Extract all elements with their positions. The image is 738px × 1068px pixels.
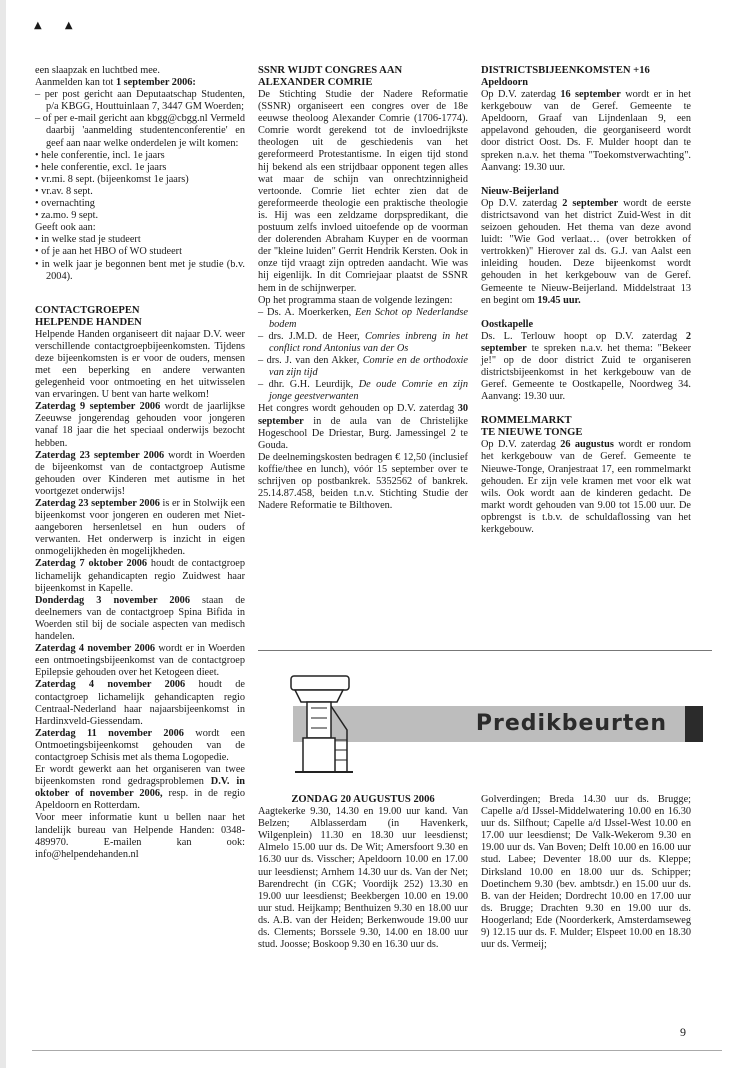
page-number: 9 <box>680 1025 686 1039</box>
markt-text: Op D.V. zaterdag 26 augustus wordt er rondom het kerkgebouw van de Geref. Gemeente te Nieuwe-Tonge, Oranjestraat 17, een rommelmarkt gehouden. Er zijn vele kramen met voor elk wat wils. Ook wordt aan de kinderen gedacht. De markt wordt gehouden van 9.00 tot 15.00 uur. De opbrengst is t.b.v. de schuldaflossing van het kerkgebouw. <box>481 439 691 535</box>
event-item: Zaterdag 7 oktober 2006 houdt de contactgroep lichamelijk gehandicapten regio Zuidwest haar bijeenkomst in Kapelle. <box>35 558 245 594</box>
preek-date-heading: ZONDAG 20 AUGUSTUS 2006 <box>291 794 435 805</box>
bottom-rule <box>32 1050 722 1051</box>
event-item: Zaterdag 23 september 2006 is er in Stolwijk een bijeenkomst voor jongeren en ouderen met Niet-aangeboren hersenletsel en hun ouders of verwanten. Het onderwerp is inzicht in eigen onmogelijkheden èn mogelijkheden. <box>35 498 245 558</box>
corner-marks: ▲ ▲ <box>34 20 83 31</box>
lecture-item: – drs. J. van den Akker, Comrie en de orthodoxie van zijn tijd <box>258 355 468 379</box>
page-edge-shadow <box>0 0 6 1068</box>
list-item: • in welk jaar je begonnen bent met je studie (b.v. 2004). <box>35 258 245 282</box>
article-body: De Stichting Studie der Nadere Reformatie (SSNR) organiseert een congres over de 18e eeuwse theoloog Alexander Comrie (1706-1774). Comrie wordt gerekend tot de invloedrijkste theologen uit de geschiedenis van het gereformeerd Protestantisme. In eigen tijd stond hij bekend als een strijdbaar opponent tegen alles wat maar de schijn van onrechtzinnigheid vertoonde. Comrie liet echter zien dat de gereformeerde theologie een praktische theologie is. Hij was een zeldzame dorpspredikant, die postuum zelfs invloed uitoefende op de voorman der dolerenden Abraham Kuyper en de voorman der "kleine luiden" Gerrit Hendrik Kersten. Ook in onze tijd vraagt zijn optreden aandacht. Wie was hij eigenlijk. In dit Comriejaar plaatst de SSNR hem in de schijnwerper. <box>258 89 468 294</box>
list-item: • vr.av. 8 sept. <box>35 185 93 197</box>
lecture-item: – dhr. G.H. Leurdijk, De oude Comrie en zijn jonge geestverwanten <box>258 379 469 403</box>
intro-line: een slaapzak en luchtbed mee. <box>35 65 160 76</box>
section-heading-line: CONTACTGROEPEN <box>35 304 140 316</box>
closing-paragraph: Voor meer informatie kunt u bellen naar het landelijk bureau van Helpende Handen: 0348-489970. E-mailen kan ook: info@helpendehanden.nl <box>35 812 245 860</box>
list-item: • vr.mi. 8 sept. (bijeenkomst 1e jaars) <box>35 173 189 185</box>
markt-heading-line: ROMMELMARKT <box>481 415 572 427</box>
lectures-list <box>258 307 468 404</box>
district-text: Ds. L. Terlouw hoopt op D.V. zaterdag 2 september te spreken n.a.v. het thema: "Bekeer je!" op de door district Zuid te organiseren districtsbijeenkomst in het kerkgebouw van de Geref. Gemeente te Oostkapelle, Noordweg 34. Aanvang: 19.30 uur. <box>481 330 691 403</box>
column-1 <box>35 65 245 861</box>
district-title: Nieuw-Beijerland <box>481 185 559 197</box>
event-item: Donderdag 3 november 2006 staan de deelnemers van de contactgroep Spina Bifida in Woerden stil bij de sociale aspecten van medisch handelen. <box>35 594 245 643</box>
column-2 <box>258 65 468 512</box>
districts-heading: DISTRICTSBIJEENKOMSTEN +16 <box>481 65 650 76</box>
list-item: • za.mo. 9 sept. <box>35 210 99 222</box>
article-heading-line: ALEXANDER COMRIE <box>258 77 373 88</box>
list-item: • of je aan het HBO of WO studeert <box>35 246 182 258</box>
closing-paragraph: Er wordt gewerkt aan het organiseren van twee bijeenkomsten rond gedragsproblemen D.V. in oktober of november 2006, resp. in de regio Apeldoorn en Rotterdam. <box>35 764 245 812</box>
congress-when: Het congres wordt gehouden op D.V. zaterdag 30 september in de aula van de Christelijke Hogeschool De Driestar, Burg. Jamessingel 2 te Gouda. <box>258 403 468 451</box>
district-text: Op D.V. zaterdag 16 september wordt er in het kerkgebouw van de Geref. Gemeente te Apeldoorn, Graaf van Lijndenlaan 9, een appelavond gehouden, die georganiseerd wordt door district Oost. Ds. F. Mulder hoopt dan te spreken n.a.v. het thema "Toekomstverwachting". Aanvang: 19.30 uur. <box>481 89 691 173</box>
banner-title: Predikbeurten <box>475 711 667 736</box>
event-item: Zaterdag 11 november 2006 wordt een Ontmoetingsbijeenkomst gehouden van de contactgroep Schisis met als thema Logopedie. <box>35 727 245 763</box>
contact-list <box>35 89 245 149</box>
event-item: Zaterdag 4 november 2006 wordt er in Woerden een ontmoetingsbijeenkomst van de contactgroep Epilepsie gehouden over het Ketogeen dieet. <box>35 643 245 679</box>
article-heading-line: SSNR WIJDT CONGRES AAN <box>258 65 403 76</box>
congress-costs: De deelnemingskosten bedragen € 12,50 (inclusief koffie/thee en lunch), vóór 15 september over te schrijven op postbankrek. 5352562 of bankrek. 25.14.87.458, beiden t.n.v. Stichting Studie der Nadere Reformatie te Bilthoven. <box>258 451 468 512</box>
event-item: Zaterdag 4 november 2006 houdt de contactgroep lichamelijk gehandicapten regio Centraal-Nederland haar najaarsbijeenkomst in Hardinxveld-Giessendam. <box>35 679 245 727</box>
district-text: Op D.V. zaterdag 2 september wordt de eerste districtsavond van het district Zuid-West in dit seizoen gehouden. Het thema van deze avond luidt: "Wie God verlaat… (over betrokken of vertrokken)" Hierover zal ds. G.J. van Aalst een inleiding houden. Deze bijeenkomst wordt gehouden in het kerkgebouw van de Geref. Gemeente te Nieuw-Beijerland. Middelstraat 13 en begint om 19.45 uur. <box>481 197 691 306</box>
event-item: Zaterdag 9 september 2006 wordt de jaarlijkse Zeeuwse jongerendag gehouden voor jongeren vanaf 18 jaar die het speciaal onderwijs bezocht hebben. <box>35 401 245 449</box>
list-item: • hele conferentie, incl. 1e jaars <box>35 149 165 161</box>
options-list <box>35 150 245 223</box>
preek-column-left <box>258 794 468 951</box>
list-item: • hele conferentie, excl. 1e jaars <box>35 161 167 173</box>
list-item: • overnachting <box>35 198 95 210</box>
preek-text: Golverdingen; Breda 14.30 uur ds. Brugge; Capelle a/d IJssel-Middelwatering 10.00 en 16.30 uur ds. Silfhout; Capelle a/d IJssel-West 10.00 en 17.00 uur leesdienst; De Valk-Wekerom 9.30 en 19.00 uur ds. Van Boven; Delft 10.00 en 16.00 uur stud. Labee; Deventer 18.00 uur ds. Kleppe; Dirksland 10.00 en 18.00 uur ds. Schipper; Doetinchem 9.30 (bev. ambtsdr.) en 15.00 uur ds. B. van der Heiden; Dordrecht 10.00 en 17.00 uur ds. Brugge; Drachten 9.30 en 19.00 uur ds. Hoogerland; Ede (Noorderkerk, Amsterdamseweg 9) 12.15 uur ds. F. Mulder; Elspeet 10.00 en 18.30 uur ds. Vermeij; <box>481 794 691 951</box>
lecture-item: – drs. J.M.D. de Heer, Comries inbreng in het conflict rond Antonius van der Os <box>258 330 468 354</box>
program-intro: Op het programma staan de volgende lezingen: <box>258 294 453 306</box>
more-options-list <box>35 234 245 282</box>
banner-end-block <box>685 706 703 742</box>
district-title: Apeldoorn <box>481 77 528 88</box>
list-item: • in welke stad je studeert <box>35 234 141 246</box>
list-item: – of per e-mail gericht aan kbgg@cbgg.nl Vermeld daarbij 'aanmelding studentenconferentie' en geef aan naar welke onderdelen je wilt komen: <box>35 113 245 149</box>
district-title: Oostkapelle <box>481 318 534 330</box>
markt-heading-line: TE NIEUWE TONGE <box>481 427 583 439</box>
aanmelden-line: Aanmelden kan tot 1 september 2006: <box>35 77 196 89</box>
preek-column-right <box>481 794 691 951</box>
preek-text: Aagtekerke 9.30, 14.30 en 19.00 uur kand. Van Belzen; Alblasserdam (in Havenkerk, Wilgenplein) 11.30 en 18.30 uur leesdienst; Almelo 15.00 uur ds. De Wit; Amersfoort 9.30 en 16.30 uur ds. Visscher; Apeldoorn 10.00 en 17.00 uur leesdienst; Arnhem 14.30 uur ds. Van der Net; Barendrecht (in CGK; Voordijk 252) 13.30 en 19.00 uur leesdienst; Beekbergen 10.00 en 19.00 uur stud. Heijkamp; Benthuizen 9.30 en 18.00 uur ds. A.B. van der Heiden; Berkenwoude 19.00 uur ds. Clements; Borssele 9.30, 14.00 en 18.00 uur stud. Joosse; Boskoop 9.30 en 16.30 uur ds. <box>258 806 468 951</box>
event-item: Zaterdag 23 september 2006 wordt in Woerden de bijeenkomst van de contactgroep Autisme gehouden over Kinderen met autisme in het voortgezet onderwijs! <box>35 449 245 497</box>
list-item: – per post gericht aan Deputaatschap Studenten, p/a KBGG, Houttuinlaan 7, 3447 GM Woerden; <box>35 89 245 113</box>
section-intro: Helpende Handen organiseert dit najaar D.V. weer verschillende contactgroepbijeenkomsten. Tijdens deze bijeenkomsten is er voor de ouders, mensen met een beperking en andere verwanten gelegenheid voor ontmoeting en het uitwisselen van ervaringen. U bent van harte welkom! <box>35 328 245 401</box>
geeft-ook: Geeft ook aan: <box>35 222 96 234</box>
lecture-item: – Ds. A. Moerkerken, Een Schot op Nederlandse bodem <box>258 306 468 330</box>
column-3 <box>481 65 691 536</box>
section-divider <box>258 650 712 651</box>
section-heading-line: HELPENDE HANDEN <box>35 316 142 328</box>
pulpit-icon <box>285 668 361 778</box>
